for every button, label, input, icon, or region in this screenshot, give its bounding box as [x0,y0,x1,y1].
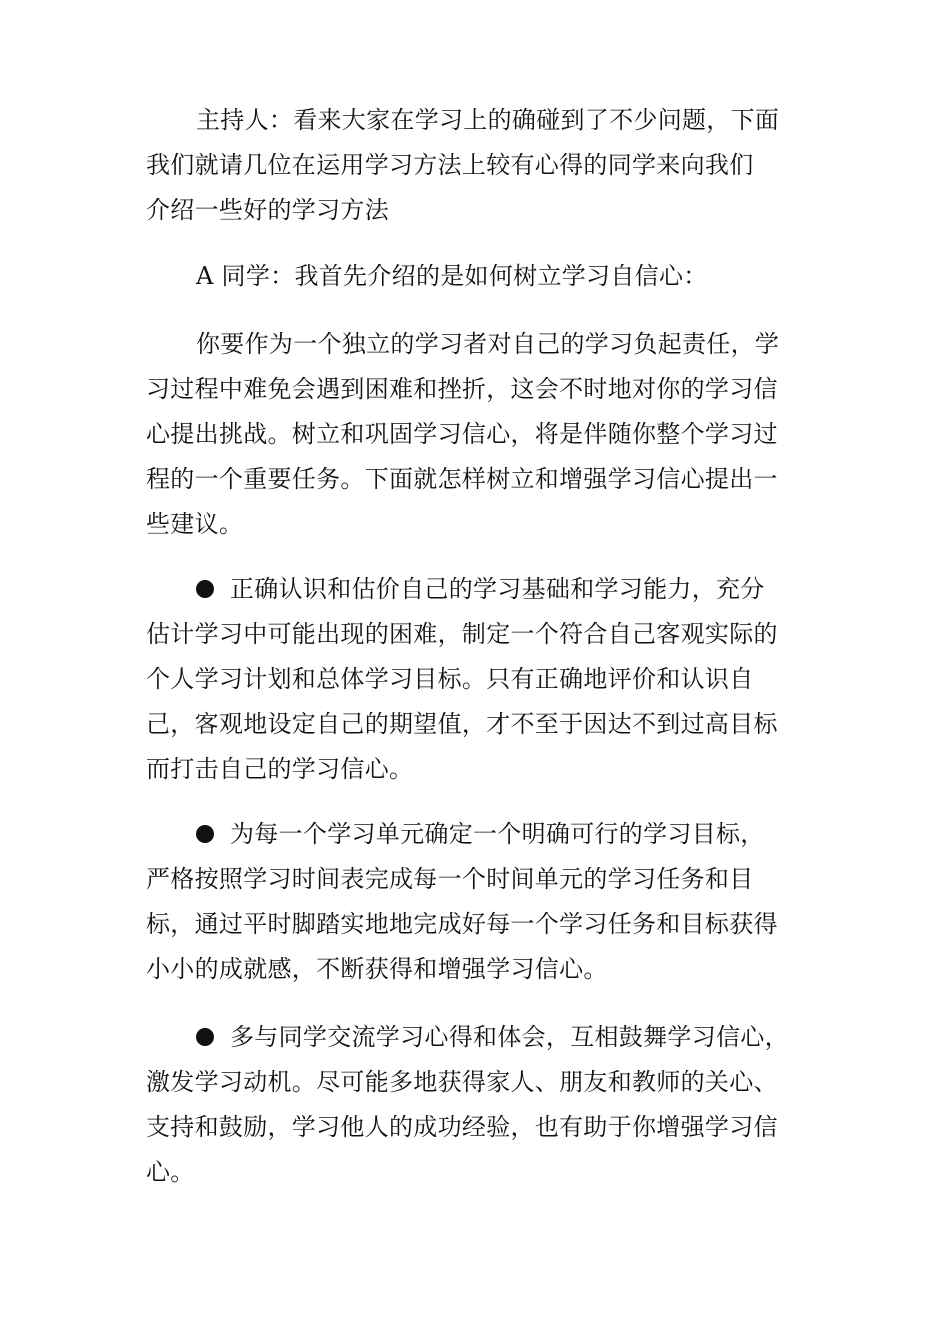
bullet-dot-icon [196,825,214,843]
paragraph-confidence-intro [146,322,810,547]
paragraph-line: 些建议。 [146,510,244,538]
paragraph-line: A 同学：我首先介绍的是如何树立学习自信心： [196,262,708,290]
paragraph-line: 为每一个学习单元确定一个明确可行的学习目标， [230,820,765,848]
paragraph-line: 多与同学交流学习心得和体会，互相鼓舞学习信心， [230,1023,789,1051]
paragraph-line: 正确认识和估价自己的学习基础和学习能力，充分 [230,575,765,603]
paragraph-line: 支持和鼓励，学习他人的成功经验，也有助于你增强学习信 [146,1113,778,1141]
paragraph-line: 估计学习中可能出现的困难，制定一个符合自己客观实际的 [146,620,778,648]
paragraph-line: 小小的成就感，不断获得和增强学习信心。 [146,955,608,983]
paragraph-line: 激发学习动机。尽可能多地获得家人、朋友和教师的关心、 [146,1068,778,1096]
bullet-item-peer-exchange [146,1015,810,1195]
paragraph-line: 心提出挑战。树立和巩固学习信心，将是伴随你整个学习过 [146,420,778,448]
paragraph-line: 心。 [146,1158,195,1186]
paragraph-line: 介绍一些好的学习方法 [146,196,389,224]
bullet-line-first [146,567,810,612]
paragraph-line: 而打击自己的学习信心。 [146,755,414,783]
paragraph-line: 你要作为一个独立的学习者对自己的学习负起责任，学 [196,330,780,358]
bullet-item-unit-goals [146,812,810,992]
paragraph-line: 习过程中难免会遇到困难和挫折，这会不时地对你的学习信 [146,375,778,403]
paragraph-line: 程的一个重要任务。下面就怎样树立和增强学习信心提出一 [146,465,778,493]
paragraph-student-a [146,254,810,299]
bullet-dot-icon [196,580,214,598]
paragraph-line: 己，客观地设定自己的期望值，才不至于因达不到过高目标 [146,710,778,738]
bullet-line-first [146,1015,810,1060]
bullet-line-first [146,812,810,857]
paragraph-line: 个人学习计划和总体学习目标。只有正确地评价和认识自 [146,665,754,693]
paragraph-moderator-intro [146,98,810,233]
bullet-dot-icon [196,1028,214,1046]
paragraph-line: 主持人：看来大家在学习上的确碰到了不少问题，下面 [196,106,780,134]
bullet-item-self-assessment [146,567,810,792]
paragraph-line: 严格按照学习时间表完成每一个时间单元的学习任务和目 [146,865,754,893]
paragraph-line: 标，通过平时脚踏实地地完成好每一个学习任务和目标获得 [146,910,778,938]
paragraph-line: 我们就请几位在运用学习方法上较有心得的同学来向我们 [146,151,754,179]
